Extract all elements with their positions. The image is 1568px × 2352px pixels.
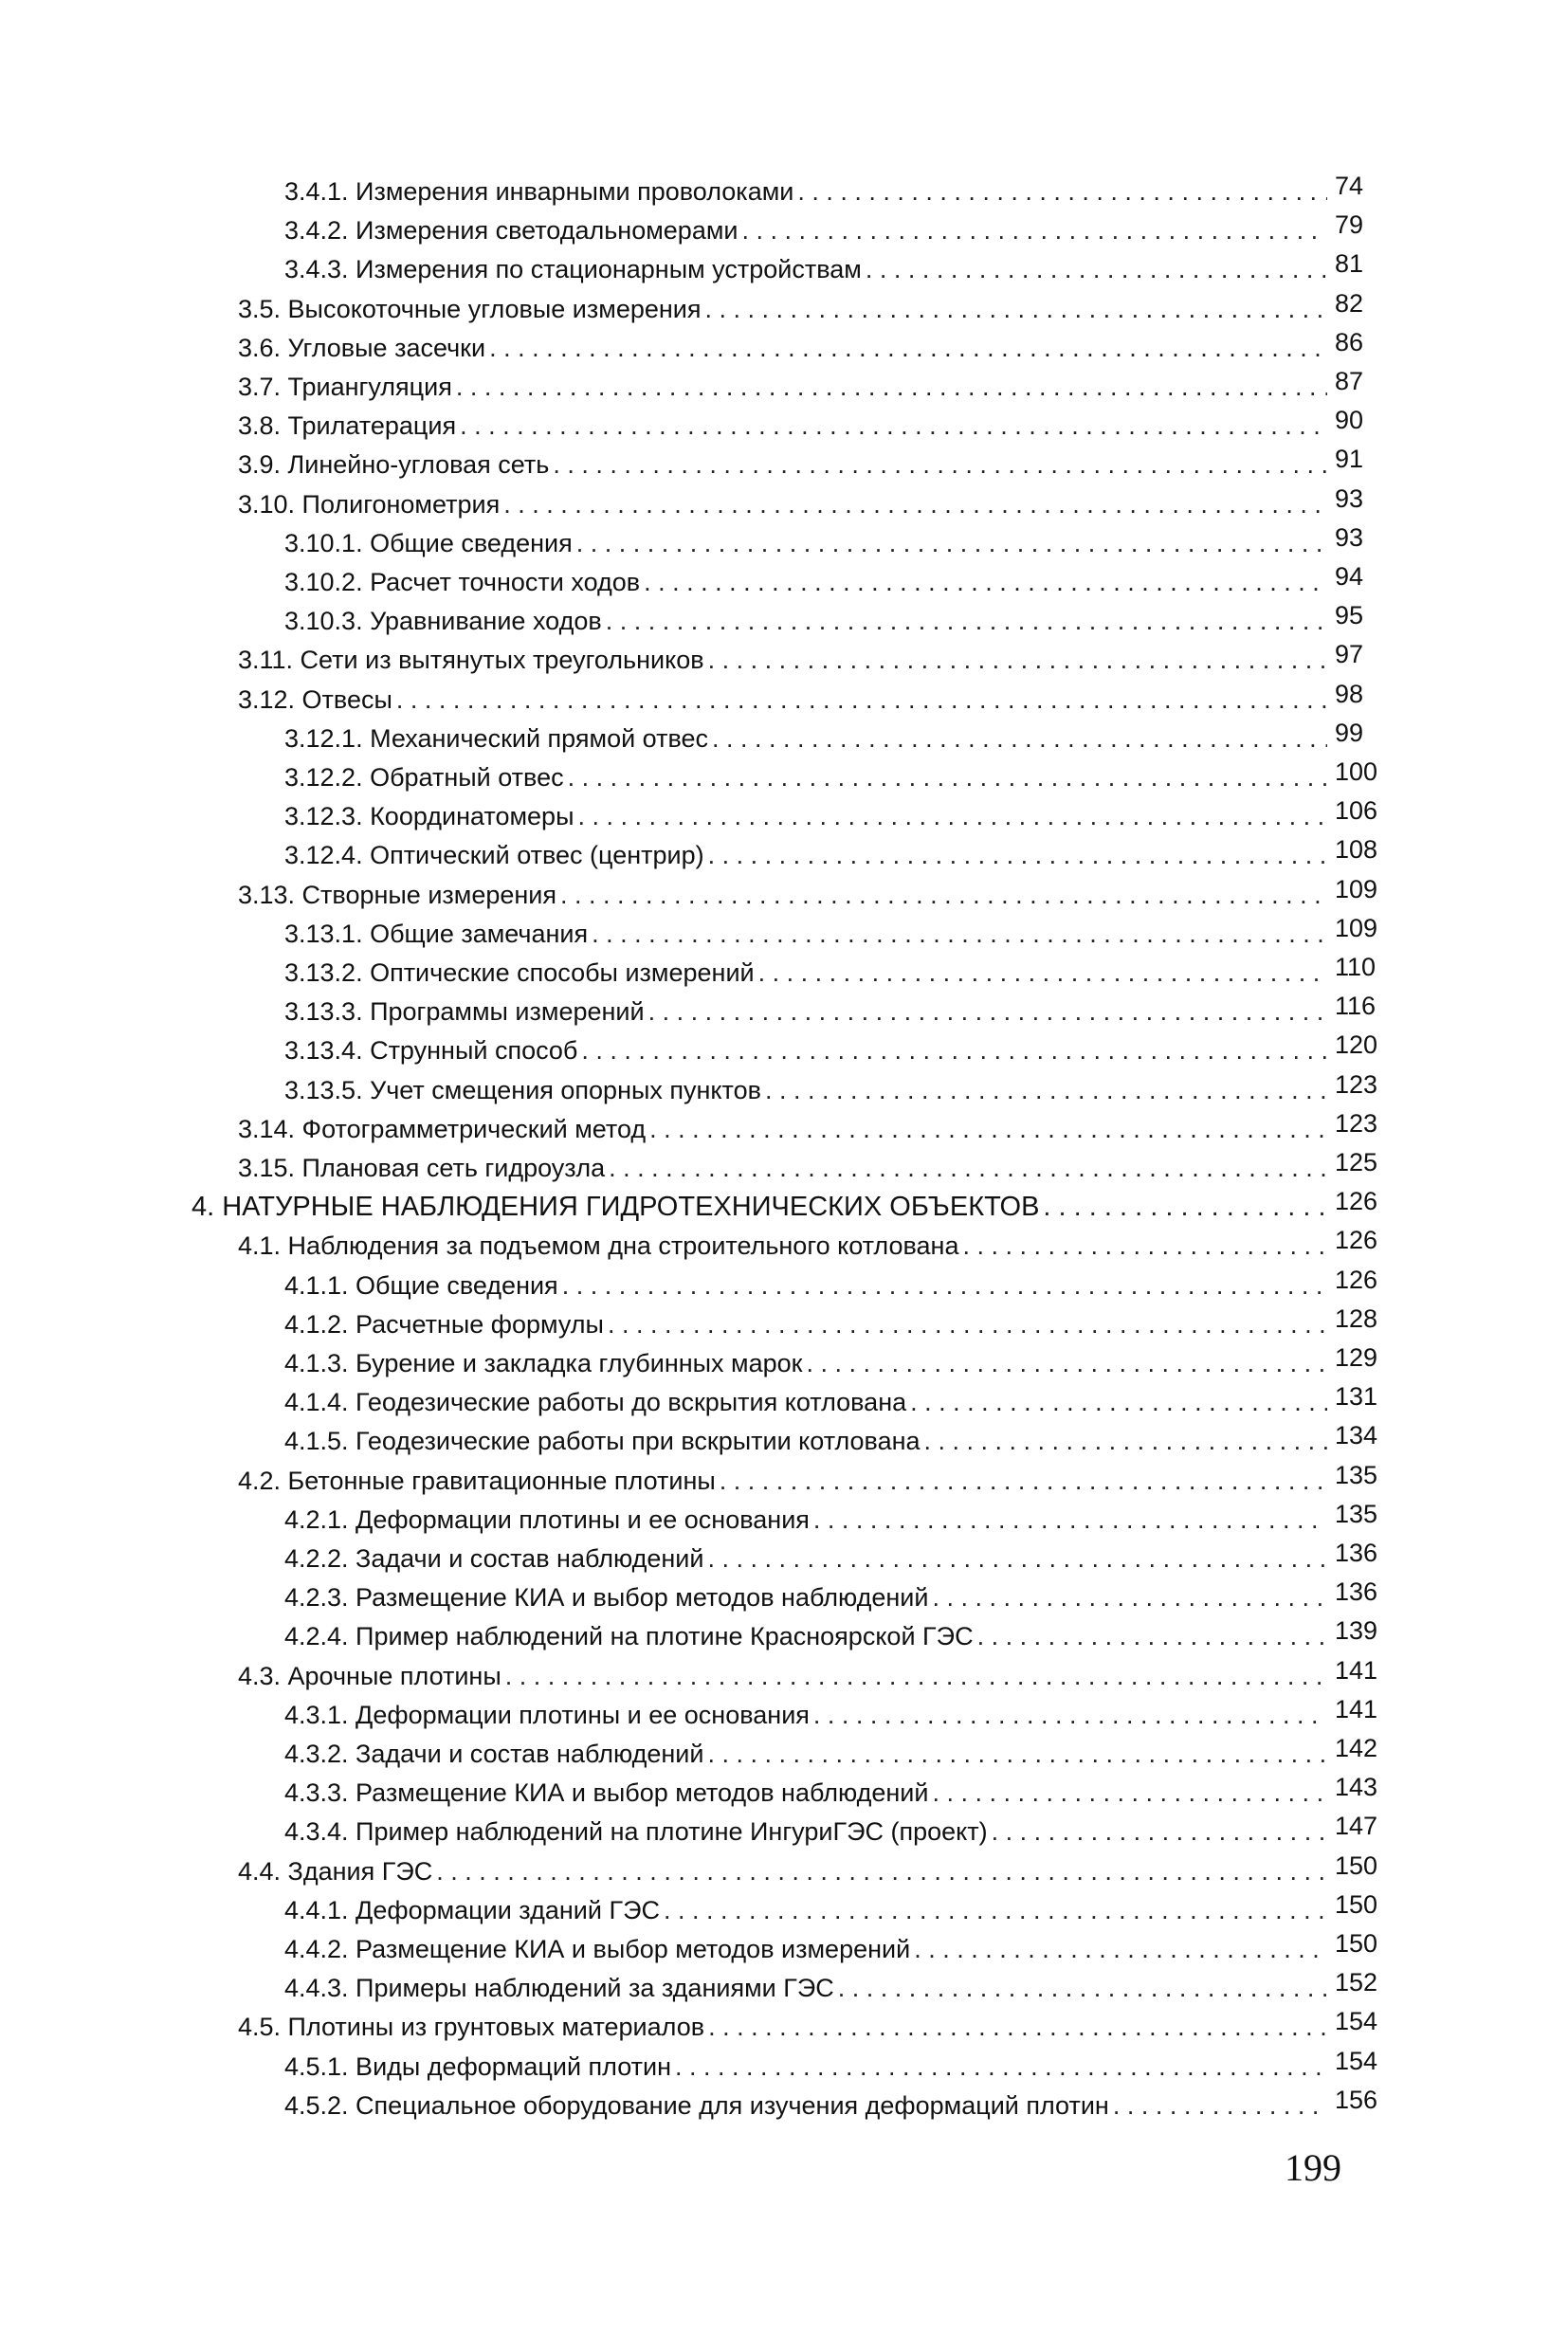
dot-leader	[456, 368, 1327, 406]
dot-leader	[562, 1267, 1327, 1304]
toc-entry-page: 141	[1335, 1656, 1378, 1685]
dot-leader	[914, 1930, 1327, 1968]
toc-entry	[238, 1852, 1327, 1890]
dot-leader	[742, 211, 1328, 249]
dot-leader	[797, 173, 1327, 210]
dot-leader	[866, 250, 1327, 288]
toc-entry	[238, 681, 1327, 719]
toc-entry-page: 108	[1335, 835, 1378, 864]
toc-entry-title: 3.13.3. Программы измерений	[284, 997, 645, 1026]
toc-entry-title: 4.3.2. Задачи и состав наблюдений	[284, 1740, 704, 1768]
toc-entry-title: 4.4.1. Деформации зданий ГЭС	[284, 1896, 660, 1924]
toc-entry-page: 90	[1335, 406, 1364, 434]
dot-leader	[503, 485, 1327, 523]
toc-entry-page: 152	[1335, 1968, 1378, 1996]
toc-entry-page: 98	[1335, 680, 1364, 708]
toc-entry	[284, 1540, 1327, 1577]
toc-entry-page: 97	[1335, 640, 1364, 668]
dot-leader	[505, 1657, 1327, 1695]
toc-entry	[284, 1071, 1327, 1109]
dot-leader	[648, 993, 1327, 1030]
toc-entry-title: 3.4.1. Измерения инварными проволоками	[284, 177, 794, 206]
toc-entry	[284, 1930, 1327, 1968]
toc-entry-page: 120	[1335, 1030, 1378, 1059]
toc-entry	[238, 485, 1327, 523]
toc-entry-title: 4.1.5. Геодезические работы при вскрытии котлована	[284, 1427, 921, 1455]
toc-entry	[238, 641, 1327, 679]
dot-leader	[576, 524, 1327, 562]
dot-leader	[396, 681, 1327, 719]
toc-entry-title: 4.1. Наблюдения за подъемом дна строительного котлована	[238, 1231, 959, 1260]
toc-entry-page: 74	[1335, 172, 1364, 200]
dot-leader	[708, 641, 1327, 679]
toc-entry	[238, 1227, 1327, 1265]
toc-entry-title: 4.1.1. Общие сведения	[284, 1271, 558, 1300]
toc-entry	[284, 1344, 1327, 1382]
dot-leader	[664, 1891, 1327, 1929]
toc-entry-page: 123	[1335, 1070, 1378, 1099]
toc-entry-page: 86	[1335, 328, 1364, 356]
dot-leader	[560, 876, 1327, 914]
toc-entry-title: 3.10.1. Общие сведения	[284, 529, 573, 557]
toc-entry	[284, 1578, 1327, 1616]
toc-entry	[284, 211, 1327, 249]
toc-entry	[284, 797, 1327, 835]
toc-entry-page: 141	[1335, 1695, 1378, 1723]
toc-entry	[284, 1031, 1327, 1069]
toc-entry-title: 3.4.3. Измерения по стационарным устройствам	[284, 255, 862, 283]
toc-entry	[284, 1969, 1327, 2007]
toc-entry	[238, 1110, 1327, 1148]
toc-entry	[284, 836, 1327, 874]
toc-entry-title: 3.13.2. Оптические способы измерений	[284, 958, 755, 987]
toc-entry-title: 3.12.1. Механический прямой отвес	[284, 724, 709, 753]
toc-entry-title: 4.5.2. Специальное оборудование для изучения деформаций плотин	[284, 2091, 1109, 2120]
toc-entry-title: 3.13.4. Струнный способ	[284, 1036, 578, 1065]
dot-leader	[962, 1227, 1327, 1265]
dot-leader	[644, 563, 1327, 601]
toc-entry	[284, 173, 1327, 210]
toc-entry-title: 4.1.4. Геодезические работы до вскрытия котлована	[284, 1388, 907, 1416]
toc-entry	[284, 954, 1327, 992]
toc-entry-title: 3.12.3. Координатомеры	[284, 802, 574, 830]
toc-entry-title: 4.5. Плотины из грунтовых материалов	[238, 2013, 705, 2041]
toc-entry-title: 4.3.3. Размещение КИА и выбор методов наблюдений	[284, 1778, 929, 1807]
toc-entry-title: 4.4. Здания ГЭС	[238, 1857, 433, 1886]
dot-leader	[813, 1696, 1327, 1734]
dot-leader	[707, 1735, 1327, 1773]
toc-entry	[284, 993, 1327, 1030]
toc-entry	[284, 602, 1327, 640]
toc-entry-page: 81	[1335, 249, 1364, 278]
toc-entry-title: 3.4.2. Измерения светодальномерами	[284, 216, 738, 245]
toc-entry-title: 4.2.1. Деформации плотины и ее основания	[284, 1505, 810, 1534]
dot-leader	[813, 1501, 1327, 1539]
toc-entry-title: 4.3.4. Пример наблюдений на плотине ИнгуриГЭС (проект)	[284, 1817, 988, 1846]
toc-entry	[191, 1188, 1327, 1226]
toc-entry-page: 116	[1335, 992, 1377, 1020]
dot-leader	[581, 1031, 1327, 1069]
toc-entry-title: 4.3.1. Деформации плотины и ее основания	[284, 1701, 810, 1729]
toc-entry-title: 3.10. Полигонометрия	[238, 490, 501, 519]
toc-entry-page: 95	[1335, 601, 1364, 629]
toc-entry	[238, 2008, 1327, 2046]
toc-entry	[284, 1422, 1327, 1460]
toc-entry-page: 142	[1335, 1734, 1378, 1762]
toc-entry	[238, 1657, 1327, 1695]
dot-leader	[932, 1774, 1327, 1812]
toc-entry	[284, 1696, 1327, 1734]
toc-entry	[284, 1891, 1327, 1929]
toc-entry-title: 3.14. Фотограмметрический метод	[238, 1115, 647, 1143]
toc-entry	[284, 1617, 1327, 1655]
toc-entry-page: 136	[1335, 1577, 1378, 1606]
dot-leader	[609, 1149, 1327, 1187]
toc-entry	[284, 1501, 1327, 1539]
dot-leader	[592, 915, 1327, 953]
toc-entry-page: 110	[1335, 953, 1377, 981]
toc-entry-title: 4.4.3. Примеры наблюдений за зданиями ГЭС	[284, 1974, 834, 2002]
dot-leader	[838, 1969, 1327, 2007]
toc-entry-title: 3.13.5. Учет смещения опорных пунктов	[284, 1076, 761, 1104]
toc-entry	[284, 524, 1327, 562]
toc-entry-page: 150	[1335, 1929, 1378, 1958]
toc-entry-title: 3.11. Сети из вытянутых треугольников	[238, 646, 704, 674]
toc-entry-page: 106	[1335, 796, 1378, 825]
dot-leader	[553, 446, 1327, 483]
toc-entry-page: 147	[1335, 1812, 1378, 1840]
toc-entry-title: 3.8. Трилатерация	[238, 411, 457, 440]
toc-entry-title: 4.5.1. Виды деформаций плотин	[284, 2052, 671, 2081]
dot-leader	[606, 602, 1327, 640]
toc-entry	[238, 368, 1327, 406]
dot-leader	[577, 797, 1327, 835]
toc-entry-page: 150	[1335, 1851, 1378, 1880]
toc-entry	[284, 1305, 1327, 1343]
toc-entry	[284, 2048, 1327, 2086]
toc-entry-page: 126	[1335, 1226, 1378, 1254]
toc-entry-title: 4. НАТУРНЫЕ НАБЛЮДЕНИЯ ГИДРОТЕХНИЧЕСКИХ ОБЪЕКТОВ	[191, 1192, 1040, 1222]
toc-entry-page: 100	[1335, 757, 1378, 786]
toc-entry-page: 87	[1335, 367, 1364, 395]
toc-entry	[284, 1383, 1327, 1421]
toc-entry-title: 3.12.4. Оптический отвес (центрир)	[284, 841, 704, 869]
toc-entry-title: 3.7. Триангуляция	[238, 373, 452, 401]
toc-entry-page: 131	[1335, 1382, 1378, 1411]
dot-leader	[489, 329, 1327, 367]
toc-entry-title: 4.1.3. Бурение и закладка глубинных марок	[284, 1349, 803, 1377]
dot-leader	[707, 1540, 1327, 1577]
toc-entry-title: 4.2.3. Размещение КИА и выбор методов наблюдений	[284, 1583, 929, 1612]
toc-entry-title: 3.13. Створные измерения	[238, 881, 557, 909]
toc-entry-page: 154	[1335, 2007, 1378, 2035]
dot-leader	[1043, 1188, 1327, 1226]
dot-leader	[992, 1813, 1327, 1851]
toc-entry-page: 156	[1335, 2086, 1378, 2114]
toc-entry-title: 4.4.2. Размещение КИА и выбор методов измерений	[284, 1935, 911, 1963]
dot-leader	[932, 1578, 1327, 1616]
dot-leader	[720, 1462, 1327, 1500]
dot-leader	[649, 1110, 1327, 1148]
toc-entry-title: 3.12.2. Обратный отвес	[284, 763, 564, 792]
toc-entry	[284, 250, 1327, 288]
toc-entry-page: 134	[1335, 1421, 1378, 1449]
toc-entry	[284, 1774, 1327, 1812]
toc-entry-title: 4.2.2. Задачи и состав наблюдений	[284, 1544, 704, 1573]
page-number: 199	[1285, 2146, 1341, 2189]
dot-leader	[1113, 2087, 1327, 2124]
toc-entry-page: 154	[1335, 2047, 1378, 2075]
toc-entry-page: 128	[1335, 1304, 1378, 1333]
toc-entry-page: 123	[1335, 1109, 1378, 1138]
toc-entry-title: 3.13.1. Общие замечания	[284, 920, 589, 948]
toc-entry	[284, 563, 1327, 601]
toc-entry-page: 129	[1335, 1343, 1378, 1372]
toc-entry	[238, 1462, 1327, 1500]
toc-entry-title: 3.12. Отвесы	[238, 685, 392, 714]
toc-entry-page: 136	[1335, 1539, 1378, 1567]
toc-entry-page: 93	[1335, 484, 1364, 513]
toc-entry-page: 139	[1335, 1616, 1378, 1645]
toc-entry-title: 4.3. Арочные плотины	[238, 1662, 501, 1690]
toc-entry	[238, 290, 1327, 328]
dot-leader	[765, 1071, 1327, 1109]
toc-entry-page: 135	[1335, 1500, 1378, 1528]
toc-entry-title: 3.10.3. Уравнивание ходов	[284, 607, 602, 635]
toc-entry-page: 126	[1335, 1187, 1378, 1215]
toc-entry	[284, 1813, 1327, 1851]
toc-entry-page: 109	[1335, 875, 1378, 903]
toc-entry-page: 150	[1335, 1890, 1378, 1919]
dot-leader	[436, 1852, 1327, 1890]
dot-leader	[460, 407, 1327, 445]
dot-leader	[806, 1344, 1327, 1382]
dot-leader	[712, 720, 1327, 757]
dot-leader	[977, 1617, 1327, 1655]
toc-entry-page: 93	[1335, 523, 1364, 552]
toc-entry-title: 4.2. Бетонные гравитационные плотины	[238, 1467, 716, 1495]
toc-entry	[238, 1149, 1327, 1187]
toc-entry	[238, 446, 1327, 483]
dot-leader	[708, 836, 1327, 874]
toc-entry-page: 109	[1335, 914, 1378, 942]
toc-entry-page: 99	[1335, 719, 1364, 747]
dot-leader	[568, 758, 1327, 796]
dot-leader	[608, 1305, 1327, 1343]
toc-entry-page: 126	[1335, 1266, 1378, 1294]
toc-entry-title: 3.10.2. Расчет точности ходов	[284, 568, 641, 596]
toc-entry	[284, 720, 1327, 757]
toc-entry-title: 3.5. Высокоточные угловые измерения	[238, 295, 702, 323]
toc-entry-title: 4.2.4. Пример наблюдений на плотине Красноярской ГЭС	[284, 1622, 974, 1650]
toc-entry-page: 91	[1335, 445, 1364, 473]
toc-entry-title: 3.9. Линейно-угловая сеть	[238, 450, 550, 479]
toc-entry-title: 3.15. Плановая сеть гидроузла	[238, 1154, 606, 1182]
toc-entry	[284, 1735, 1327, 1773]
toc-entry	[284, 2087, 1327, 2124]
toc-entry-page: 125	[1335, 1148, 1378, 1176]
toc-entry	[238, 407, 1327, 445]
toc-entry-page: 82	[1335, 289, 1364, 318]
dot-leader	[708, 2008, 1327, 2046]
dot-leader	[758, 954, 1327, 992]
toc-entry	[284, 915, 1327, 953]
toc-entry	[284, 758, 1327, 796]
toc-entry-title: 4.1.2. Расчетные формулы	[284, 1310, 604, 1339]
dot-leader	[924, 1422, 1327, 1460]
toc-entry	[284, 1267, 1327, 1304]
toc-entry-page: 79	[1335, 210, 1364, 239]
toc-entry-page: 135	[1335, 1461, 1378, 1489]
dot-leader	[704, 290, 1327, 328]
toc-entry-page: 94	[1335, 562, 1364, 591]
toc-entry	[238, 876, 1327, 914]
toc-entry-page: 143	[1335, 1773, 1378, 1801]
toc-entry	[238, 329, 1327, 367]
toc-entry-title: 3.6. Угловые засечки	[238, 334, 486, 362]
dot-leader	[675, 2048, 1327, 2086]
dot-leader	[910, 1383, 1327, 1421]
